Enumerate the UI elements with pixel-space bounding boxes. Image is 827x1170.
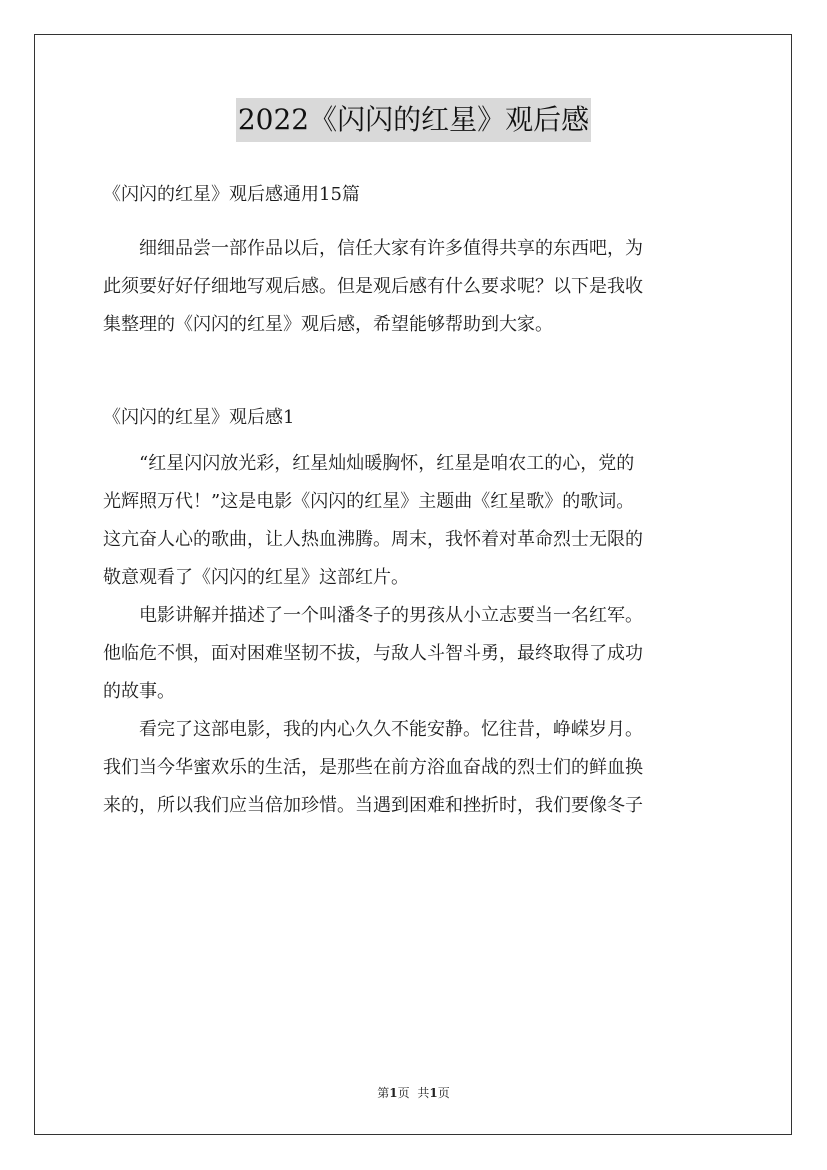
- text-line: 此须要好好仔细地写观后感。但是观后感有什么要求呢？以下是我收: [103, 276, 643, 297]
- total-suffix: 页: [437, 1086, 450, 1100]
- text-line: 细细品尝一部作品以后，信任大家有许多值得共享的东西吧，为: [139, 238, 643, 259]
- paragraph-1: [103, 445, 727, 597]
- section-heading: 《闪闪的红星》观后感1: [103, 407, 295, 428]
- intro-paragraph: [103, 230, 727, 344]
- spacer: [103, 344, 727, 399]
- text-line: 来的，所以我们应当倍加珍惜。当遇到困难和挫折时，我们要像冬子: [103, 795, 643, 816]
- text-line: 看完了这部电影，我的内心久久不能安静。忆往昔，峥嵘岁月。: [139, 719, 643, 740]
- text-line: 这亢奋人心的歌曲，让人热血沸腾。周末，我怀着对革命烈士无限的: [103, 529, 643, 550]
- spacer: [103, 437, 727, 445]
- title-container: [0, 98, 827, 142]
- document-title: 2022《闪闪的红星》观后感: [236, 98, 591, 142]
- page-number: 1: [389, 1086, 398, 1100]
- total-prefix: 共: [417, 1086, 430, 1100]
- text-line: 集整理的《闪闪的红星》观后感，希望能够帮助到大家。: [103, 314, 553, 335]
- page-footer: [0, 1084, 827, 1101]
- page-prefix: 第: [377, 1086, 390, 1100]
- paragraph-2: [103, 597, 727, 711]
- page-suffix: 页: [397, 1086, 410, 1100]
- text-line: 敬意观看了《闪闪的红星》这部红片。: [103, 567, 409, 588]
- total-pages: 1: [429, 1086, 438, 1100]
- document-body: [103, 176, 727, 825]
- spacer: [103, 214, 727, 230]
- text-line: 我们当今华蜜欢乐的生活，是那些在前方浴血奋战的烈士们的鲜血换: [103, 757, 643, 778]
- text-line: 光辉照万代！”这是电影《闪闪的红星》主题曲《红星歌》的歌词。: [103, 491, 635, 512]
- text-line: 电影讲解并描述了一个叫潘冬子的男孩从小立志要当一名红军。: [139, 605, 643, 626]
- paragraph-3: [103, 711, 727, 825]
- document-subtitle: 《闪闪的红星》观后感通用15篇: [103, 184, 360, 205]
- text-line: 的故事。: [103, 681, 175, 702]
- text-line: “红星闪闪放光彩，红星灿灿暖胸怀，红星是咱农工的心，党的: [139, 453, 635, 474]
- text-line: 他临危不惧，面对困难坚韧不拔，与敌人斗智斗勇，最终取得了成功: [103, 643, 643, 664]
